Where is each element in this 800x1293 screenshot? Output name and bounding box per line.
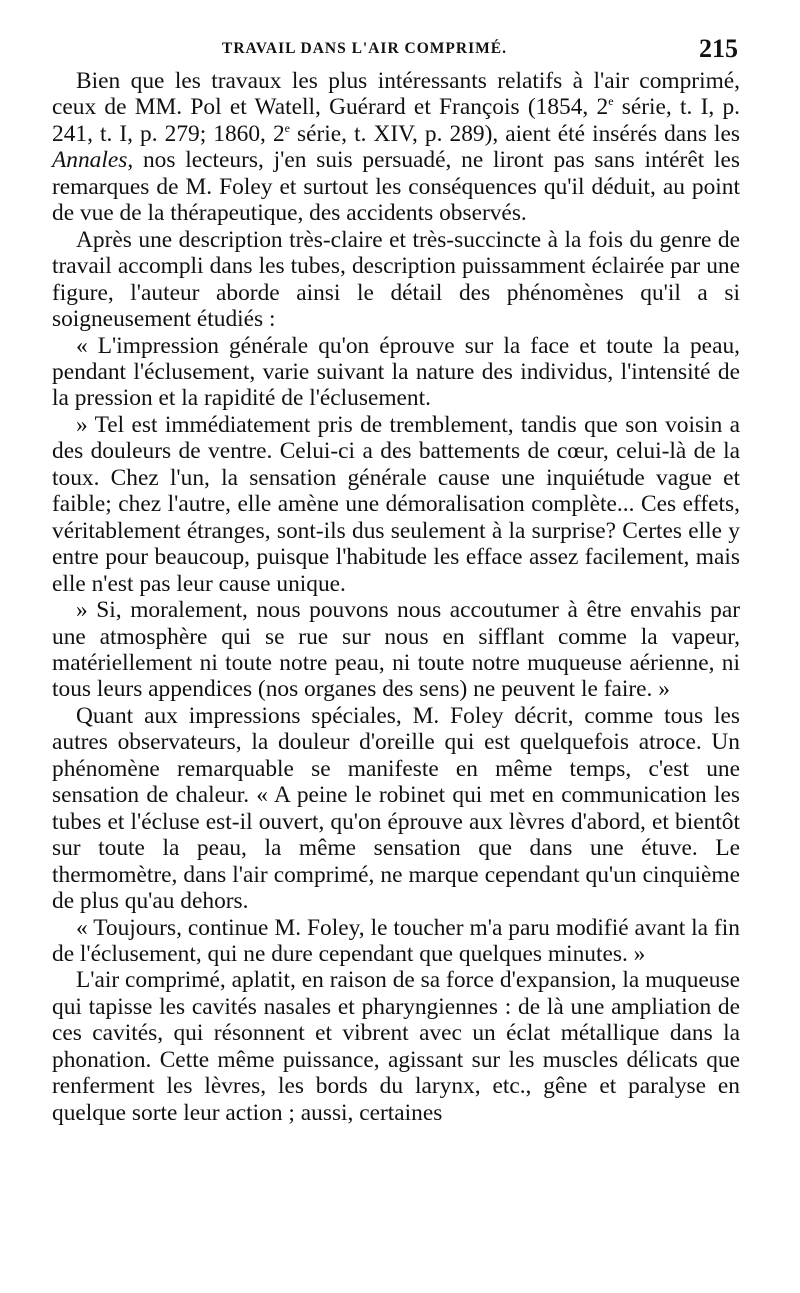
journal-title: Annales bbox=[52, 147, 128, 174]
paragraph-1-part-a: Bien que les travaux les plus intéressants relatifs à l'air comprimé, ceux de MM. Pol et Watell, Guérard et François (1854, 2 bbox=[52, 68, 740, 121]
paragraph-1-part-d: , nos lecteurs, j'en suis persuadé, ne liront pas sans intérêt les remarques de M. Foley et surtout les conséquences qu'il déduit, au point de vue de la thérapeutique, des accidents observés. bbox=[52, 147, 740, 227]
paragraph-3-quote: « L'impression générale qu'on éprouve sur la face et toute la peau, pendant l'éclusement, varie suivant la nature des individus, l'intensité de la pression et la rapidité de l'éclusement. bbox=[52, 332, 740, 412]
paragraph-1-part-c: série, t. XIV, p. 289), aient été insérés dans les bbox=[289, 120, 740, 147]
paragraph-8: L'air comprimé, aplatit, en raison de sa force d'expansion, la muqueuse qui tapisse les cavités nasales et pharyngiennes : de là une ampliation de ces cavités, qui résonnent et vibrent avec un éclat métallique dans la phonation. Cette même puissance, agissant sur les muscles délicats que renferment les lèvres, les bords du larynx, etc., gêne et paralyse en quelque sorte leur action ; aussi, certaines bbox=[52, 967, 740, 1126]
paragraph-1 bbox=[52, 68, 740, 227]
paragraph-7-quote: « Toujours, continue M. Foley, le toucher m'a paru modifié avant la fin de l'éclusement, qui ne dure cependant que quelques minutes. » bbox=[52, 914, 740, 967]
running-head bbox=[52, 34, 740, 68]
book-page bbox=[52, 34, 740, 1126]
superscript-e-2: e bbox=[284, 121, 290, 136]
page-number: 215 bbox=[699, 34, 738, 63]
superscript-e-1: e bbox=[608, 94, 614, 109]
body-text bbox=[52, 68, 740, 1126]
paragraph-4-quote: » Tel est immédiatement pris de tremblement, tandis que son voisin a des douleurs de ventre. Celui-ci a des battements de cœur, celui-là de la toux. Chez l'un, la sensation générale cause une inquiétude vague et faible; chez l'autre, elle amène une démoralisation complète... Ces effets, véritablement étranges, sont-ils dus seulement à la surprise? Certes elle y entre pour beaucoup, puisque l'habitude les efface assez facilement, mais elle n'est pas leur cause unique. bbox=[52, 411, 740, 597]
paragraph-6: Quant aux impressions spéciales, M. Foley décrit, comme tous les autres observateurs, la douleur d'oreille qui est quelquefois atroce. Un phénomène remarquable se manifeste en même temps, c'est une sensation de chaleur. « A peine le robinet qui met en communication les tubes et l'écluse est-il ouvert, qu'on éprouve aux lèvres d'abord, et bientôt sur toute la peau, la même sensation que dans une étuve. Le thermomètre, dans l'air comprimé, ne marque cependant qu'un cinquième de plus qu'au dehors. bbox=[52, 702, 740, 915]
paragraph-1-part-b: série, t. I, p. 241, t. I, p. 279; 1860, 2 bbox=[52, 94, 741, 147]
paragraph-2: Après une description très-claire et très-succincte à la fois du genre de travail accompli dans les tubes, description puissamment éclairée par une figure, l'auteur aborde ainsi le détail des phénomènes qu'il a si soigneusement étudiés : bbox=[52, 226, 740, 333]
paragraph-5-quote: » Si, moralement, nous pouvons nous accoutumer à être envahis par une atmosphère qui se rue sur nous en sifflant comme la vapeur, matériellement ni toute notre peau, ni toute notre muqueuse aérienne, ni tous leurs appendices (nos organes des sens) ne peuvent le faire. » bbox=[52, 597, 740, 703]
running-title: TRAVAIL DANS L'AIR COMPRIMÉ. bbox=[222, 40, 507, 57]
